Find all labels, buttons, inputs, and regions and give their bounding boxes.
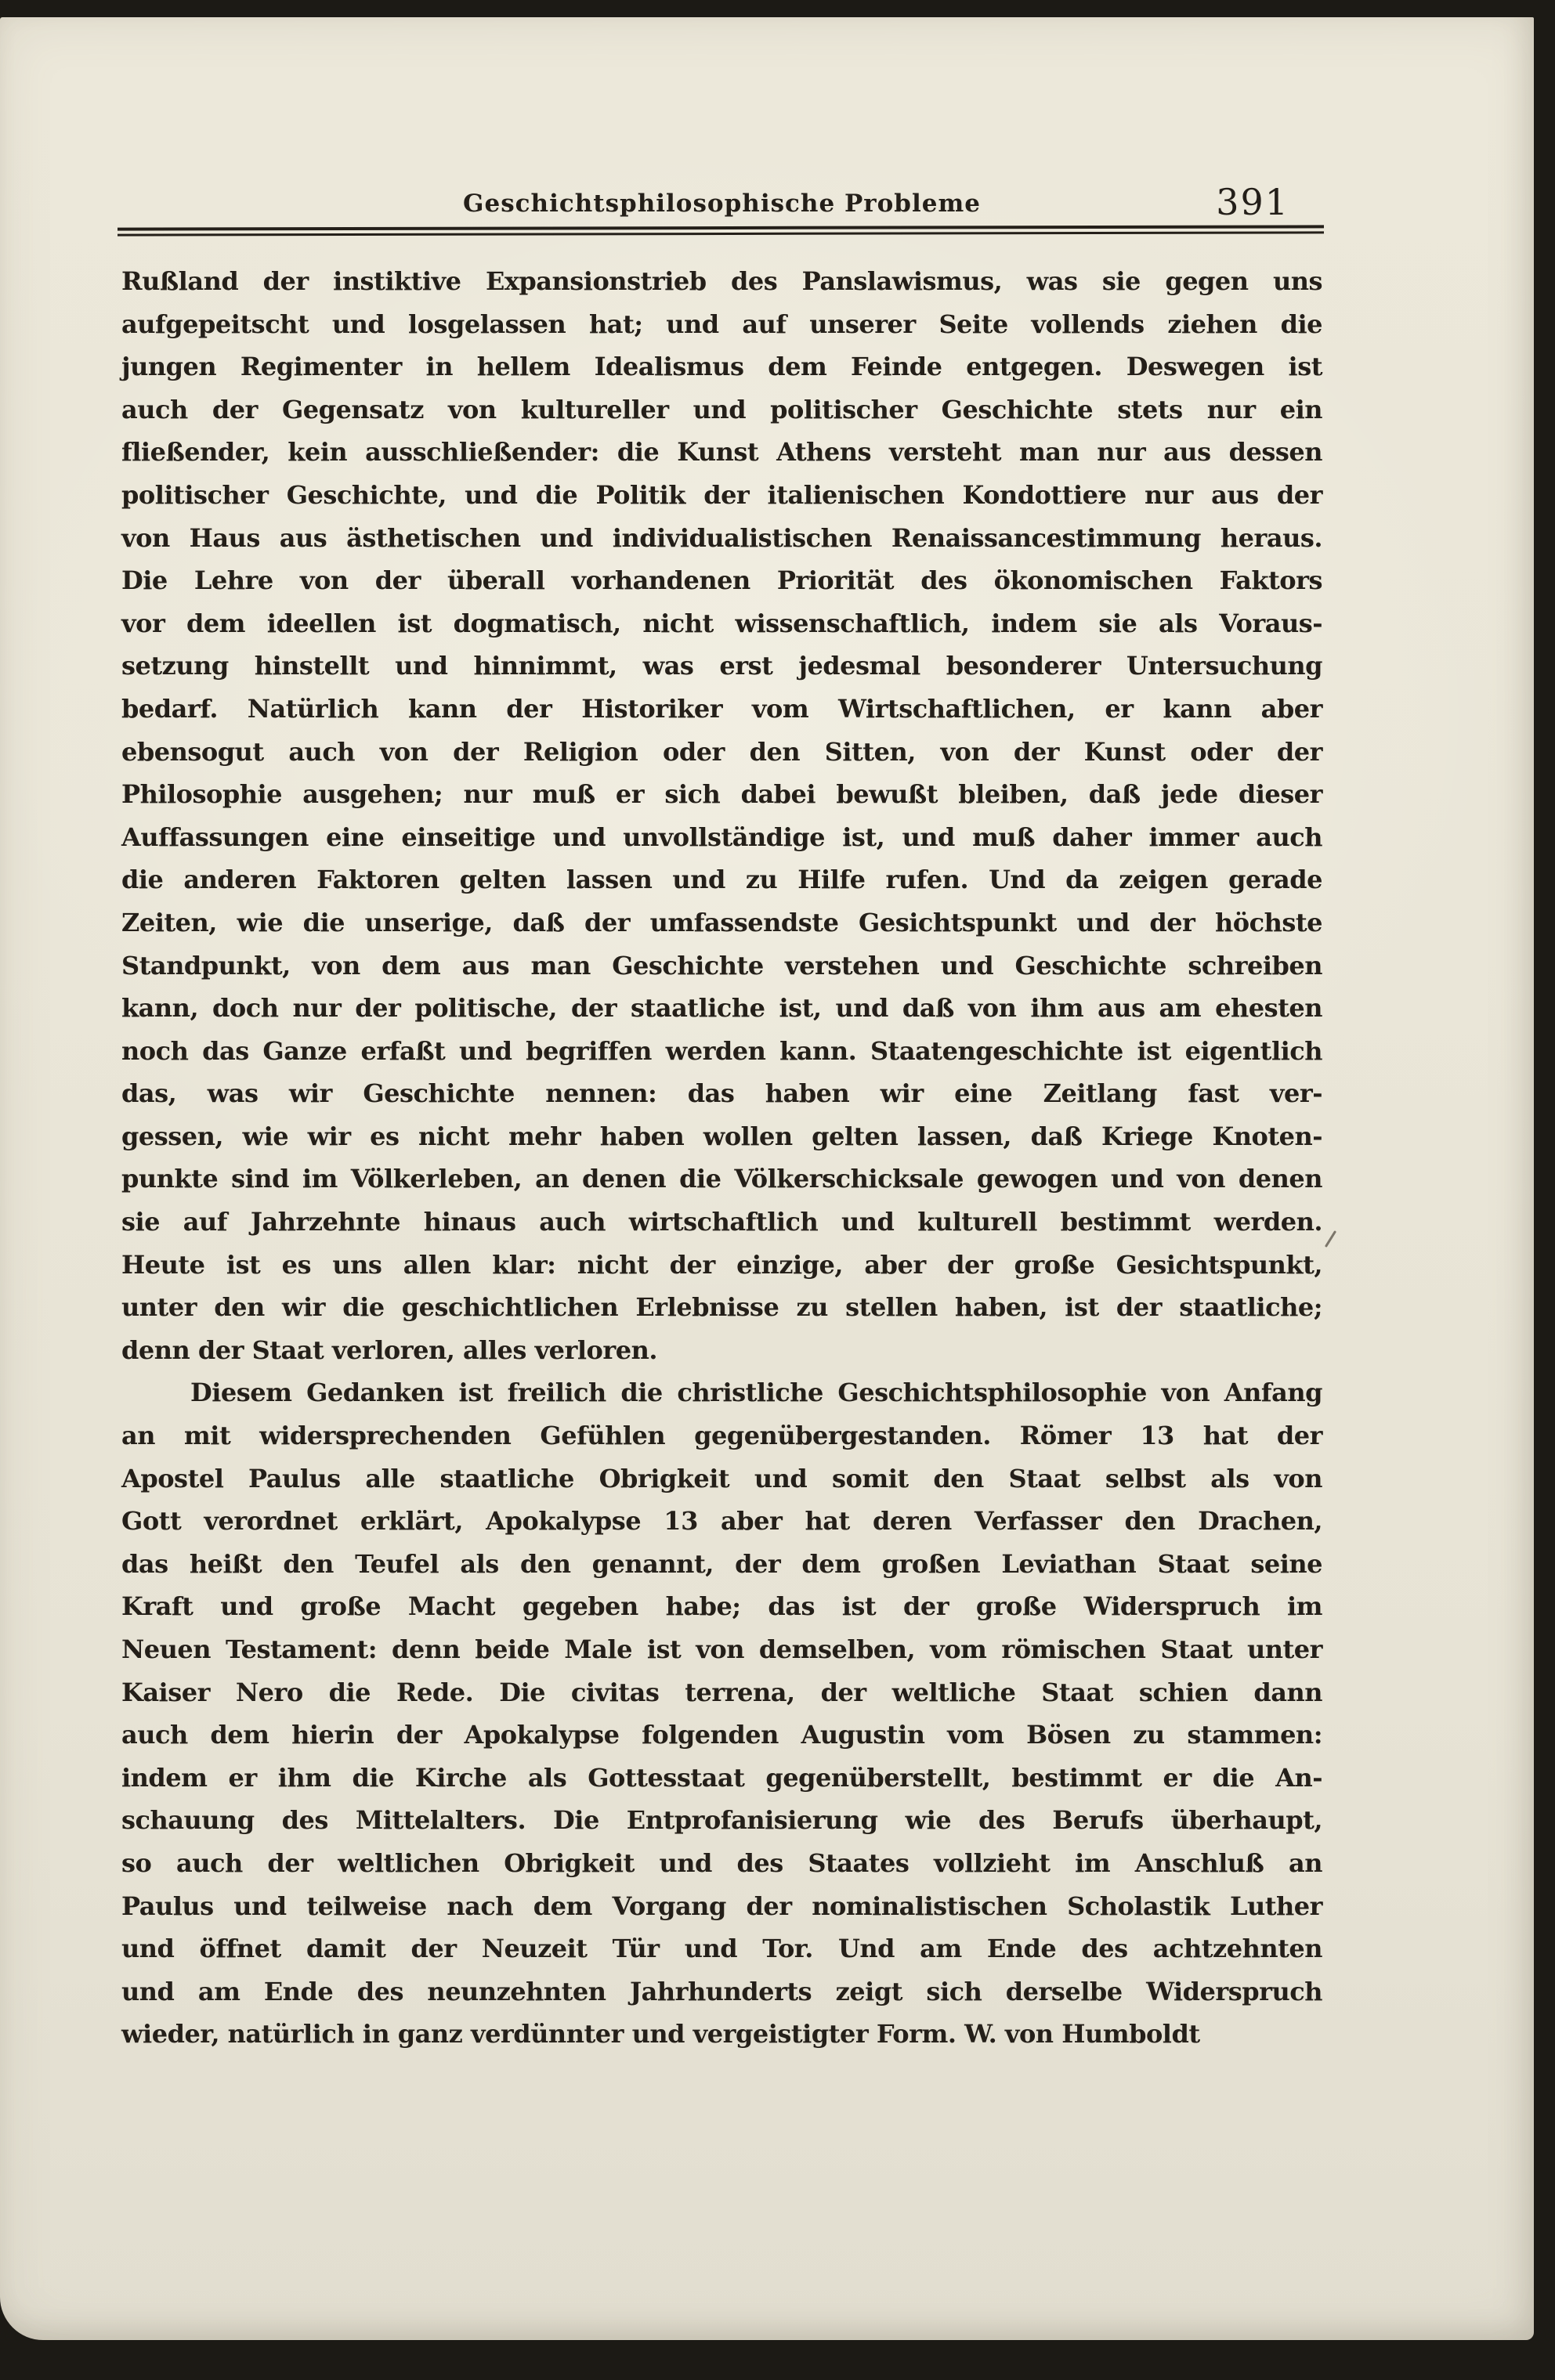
paragraph xyxy=(121,260,1322,1371)
paragraph xyxy=(121,1371,1322,2056)
text-line: und am Ende des neunzehnten Jahrhunderts zeigt sich derselbe Widerspruch xyxy=(121,1976,1322,2006)
text-line: Diesem Gedanken ist freilich die christliche Geschichtsphilosophie von Anfang xyxy=(190,1378,1322,1408)
text-line: auch dem hierin der Apokalypse folgenden Augustin vom Bösen zu stammen: xyxy=(121,1720,1322,1750)
text-line: gessen, wie wir es nicht mehr haben wollen gelten lassen, daß Kriege Knoten- xyxy=(121,1121,1322,1151)
text-line: Zeiten, wie die unserige, daß der umfassendste Gesichtspunkt und der höchste xyxy=(121,907,1322,937)
text-line: wieder, natürlich in ganz verdünnter und vergeistigter Form. W. von Humboldt xyxy=(121,2019,1200,2050)
running-title: Geschichtsphilosophische Probleme xyxy=(463,190,981,218)
text-line: Rußland der instiktive Expansionstrieb des Panslawismus, was sie gegen uns xyxy=(121,266,1322,296)
text-line: punkte sind im Völkerleben, an denen die Völkerschicksale gewogen und von denen xyxy=(121,1164,1322,1194)
text-line: Die Lehre von der überall vorhandenen Priorität des ökonomischen Faktors xyxy=(121,565,1322,596)
page xyxy=(0,17,1534,2340)
text-line: setzung hinstellt und hinnimmt, was erst jedesmal besonderer Untersuchung xyxy=(121,651,1322,681)
text-line: fließender, kein ausschließender: die Kunst Athens versteht man nur aus dessen xyxy=(121,437,1322,468)
text-line: Neuen Testament: denn beide Male ist von demselben, vom römischen Staat unter xyxy=(121,1634,1322,1664)
text-line: vor dem ideellen ist dogmatisch, nicht wissenschaftlich, indem sie als Voraus- xyxy=(121,608,1322,638)
text-line: Standpunkt, von dem aus man Geschichte verstehen und Geschichte schreiben xyxy=(121,950,1322,981)
header-rule xyxy=(118,225,1324,236)
text-line: von Haus aus ästhetischen und individualistischen Renaissancestimmung heraus. xyxy=(121,522,1322,553)
text-line: die anderen Faktoren gelten lassen und zu Hilfe rufen. Und da zeigen gerade xyxy=(121,865,1322,895)
text-line: das, was wir Geschichte nennen: das haben wir eine Zeitlang fast ver- xyxy=(121,1078,1322,1109)
text-line: und öffnet damit der Neuzeit Tür und Tor. Und am Ende des achtzehnten xyxy=(121,1934,1322,1964)
text-line: bedarf. Natürlich kann der Historiker vom Wirtschaftlichen, er kann aber xyxy=(121,693,1322,724)
text-line: Apostel Paulus alle staatliche Obrigkeit und somit den Staat selbst als von xyxy=(121,1463,1322,1493)
text-line: an mit widersprechenden Gefühlen gegenübergestanden. Römer 13 hat der xyxy=(121,1421,1322,1451)
page-number: 391 xyxy=(1216,181,1289,223)
text-line: politischer Geschichte, und die Politik der italienischen Kondottiere nur aus der xyxy=(121,479,1322,510)
text-line: Heute ist es uns allen klar: nicht der einzige, aber der große Gesichtspunkt, xyxy=(121,1249,1322,1280)
text-line: auch der Gegensatz von kultureller und politischer Geschichte stets nur ein xyxy=(121,394,1322,424)
text-line: kann, doch nur der politische, der staatliche ist, und daß von ihm aus am ehesten xyxy=(121,993,1322,1024)
text-line: Paulus und teilweise nach dem Vorgang der nominalistischen Scholastik Luther xyxy=(121,1891,1322,1921)
body-text xyxy=(121,260,1322,2056)
text-line: noch das Ganze erfaßt und begriffen werden kann. Staatengeschichte ist eigentlich xyxy=(121,1035,1322,1066)
text-line: Gott verordnet erklärt, Apokalypse 13 aber hat deren Verfasser den Drachen, xyxy=(121,1506,1322,1537)
text-line: indem er ihm die Kirche als Gottesstaat gegenüberstellt, bestimmt er die An- xyxy=(121,1762,1322,1793)
text-line: das heißt den Teufel als den genannt, der dem großen Leviathan Staat seine xyxy=(121,1548,1322,1579)
text-line: denn der Staat verloren, alles verloren. xyxy=(121,1334,657,1365)
text-line: sie auf Jahrzehnte hinaus auch wirtschaftlich und kulturell bestimmt werden. xyxy=(121,1207,1322,1237)
text-line: schauung des Mittelalters. Die Entprofanisierung wie des Berufs überhaupt, xyxy=(121,1805,1322,1836)
ink-speck xyxy=(1325,1230,1336,1248)
text-line: Kaiser Nero die Rede. Die civitas terrena, der weltliche Staat schien dann xyxy=(121,1677,1322,1707)
text-line: ebensogut auch von der Religion oder den Sitten, von der Kunst oder der xyxy=(121,736,1322,767)
text-line: Kraft und große Macht gegeben habe; das ist der große Widerspruch im xyxy=(121,1591,1322,1622)
text-line: aufgepeitscht und losgelassen hat; und auf unserer Seite vollends ziehen die xyxy=(121,309,1322,339)
text-line: unter den wir die geschichtlichen Erlebnisse zu stellen haben, ist der staatliche; xyxy=(121,1292,1322,1323)
text-line: jungen Regimenter in hellem Idealismus dem Feinde entgegen. Deswegen ist xyxy=(121,352,1322,382)
text-line: Philosophie ausgehen; nur muß er sich dabei bewußt bleiben, daß jede dieser xyxy=(121,779,1322,810)
text-line: so auch der weltlichen Obrigkeit und des Staates vollzieht im Anschluß an xyxy=(121,1847,1322,1878)
page-header xyxy=(121,183,1322,230)
text-line: Auffassungen eine einseitige und unvollständige ist, und muß daher immer auch xyxy=(121,822,1322,852)
